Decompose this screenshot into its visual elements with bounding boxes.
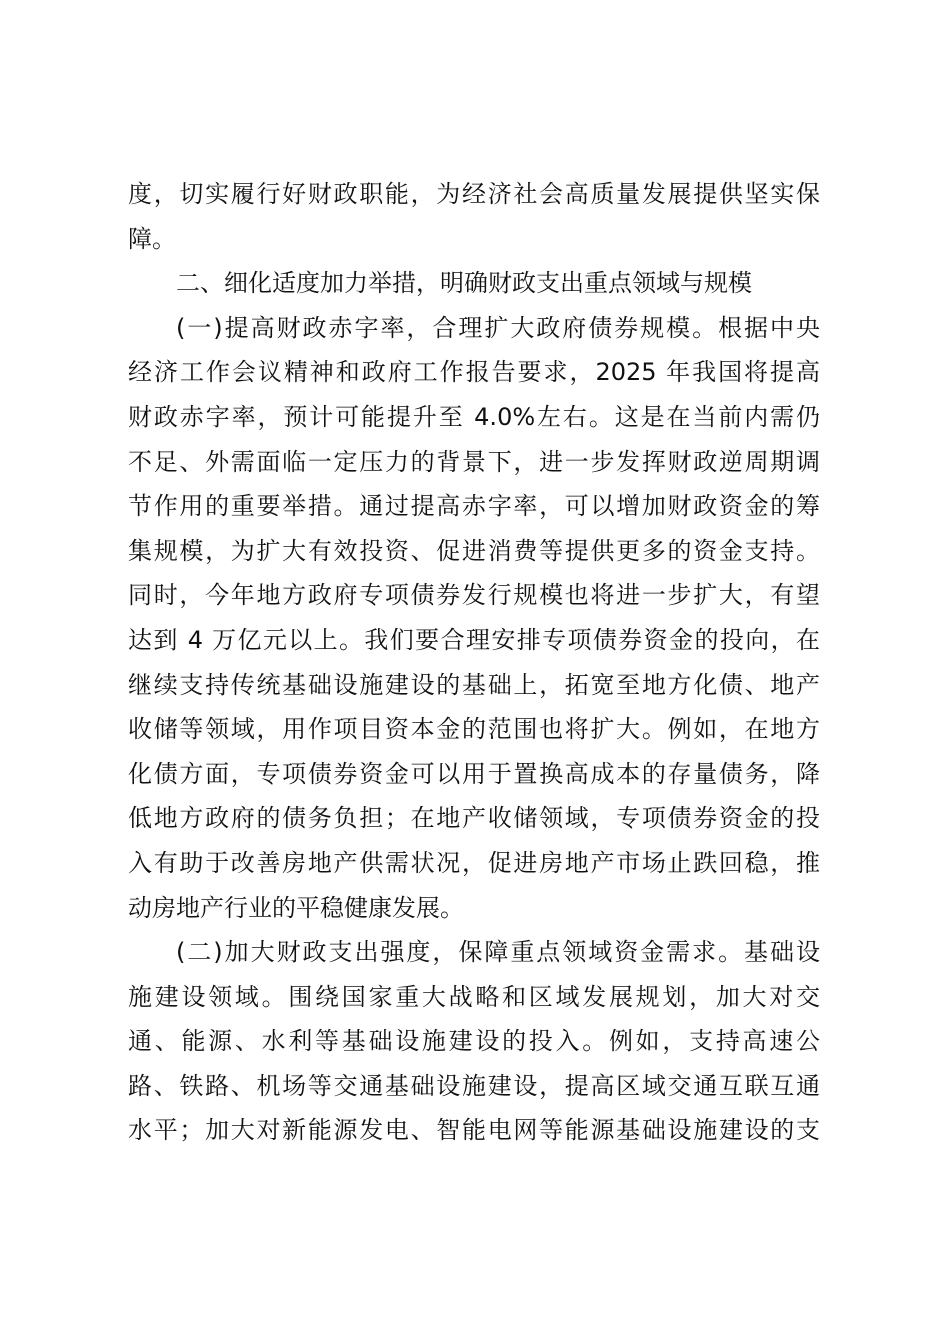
text-line: 障。 bbox=[128, 224, 176, 253]
text-line: 通、能源、水利等基础设施建设的投入。例如，支持高速公 bbox=[128, 1027, 820, 1056]
text-line: 同时，今年地方政府专项债券发行规模也将进一步扩大，有望 bbox=[128, 581, 820, 610]
text-line: 度，切实履行好财政职能，为经济社会高质量发展提供坚实保 bbox=[128, 180, 820, 208]
text-line: 经济工作会议精神和政府工作报告要求，2025 年我国将提高 bbox=[128, 358, 820, 387]
text-line: 继续支持传统基础设施建设的基础上，拓宽至地方化债、地产 bbox=[128, 670, 820, 699]
text-line: 入有助于改善房地产供需状况，促进房地产市场止跌回稳，推 bbox=[128, 848, 820, 877]
text-line: 收储等领域，用作项目资本金的范围也将扩大。例如，在地方 bbox=[128, 715, 820, 744]
body-text bbox=[128, 172, 820, 1153]
text-line: 动房地产行业的平稳健康发展。 bbox=[128, 893, 464, 922]
text-line: 水平；加大对新能源发电、智能电网等能源基础设施建设的支 bbox=[128, 1116, 820, 1145]
text-line: 低地方政府的债务负担；在地产收储领域，专项债券资金的投 bbox=[128, 804, 820, 833]
text-line: 集规模，为扩大有效投资、促进消费等提供更多的资金支持。 bbox=[128, 536, 820, 565]
text-line: 施建设领域。围绕国家重大战略和区域发展规划，加大对交 bbox=[128, 982, 820, 1011]
section-heading: 二、细化适度加力举措，明确财政支出重点领域与规模 bbox=[176, 269, 752, 298]
text-line: (二)加大财政支出强度，保障重点领域资金需求。基础设 bbox=[176, 938, 820, 967]
text-line: 不足、外需面临一定压力的背景下，进一步发挥财政逆周期调 bbox=[128, 447, 820, 476]
text-line: (一)提高财政赤字率，合理扩大政府债券规模。根据中央 bbox=[176, 313, 820, 342]
text-line: 节作用的重要举措。通过提高赤字率，可以增加财政资金的筹 bbox=[128, 492, 820, 521]
text-line: 路、铁路、机场等交通基础设施建设，提高区域交通互联互通 bbox=[128, 1071, 820, 1100]
text-line: 财政赤字率，预计可能提升至 4.0%左右。这是在当前内需仍 bbox=[128, 402, 820, 431]
text-line: 化债方面，专项债券资金可以用于置换高成本的存量债务，降 bbox=[128, 759, 820, 788]
text-line: 达到 4 万亿元以上。我们要合理安排专项债券资金的投向，在 bbox=[128, 625, 820, 654]
